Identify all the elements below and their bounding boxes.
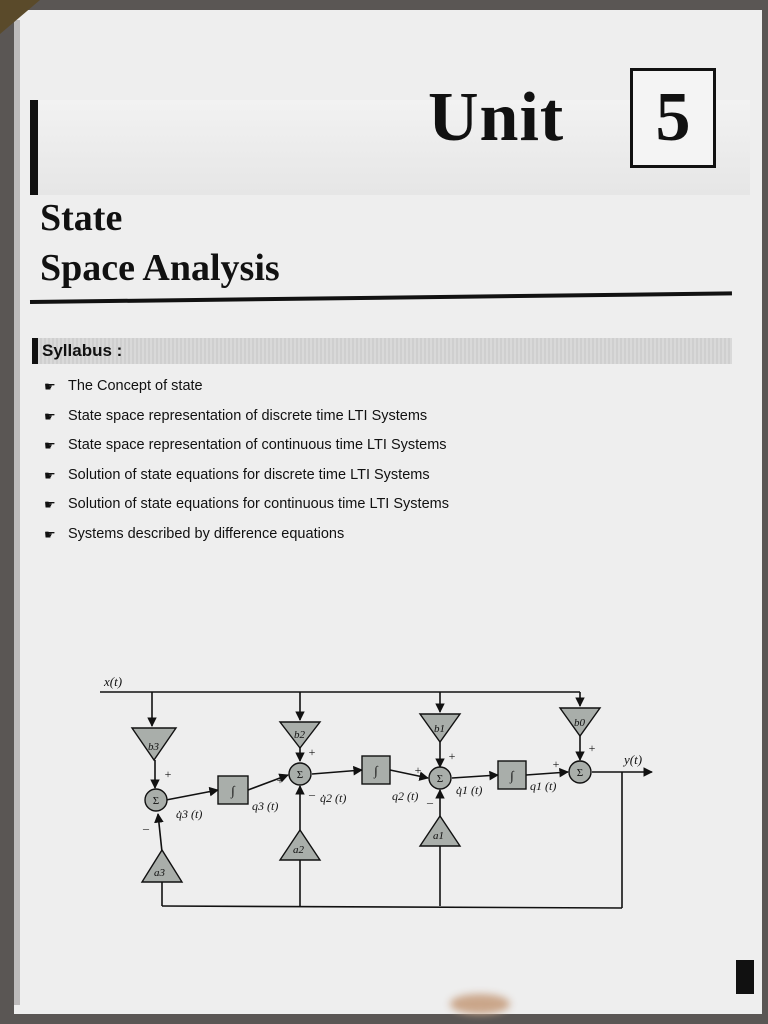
syllabus-tab [32,338,38,364]
list-item [40,372,449,402]
gain-label-b3: b3 [148,741,159,753]
syllabus-item: Systems described by difference equations [68,525,345,542]
pointing-hand-icon: ☛ [44,526,56,542]
pointing-hand-icon: ☛ [44,467,56,483]
gain-label-a2: a2 [293,844,304,856]
book-corner [0,0,40,34]
wire [166,790,218,800]
wire [390,770,428,778]
syllabus-item: State space representation of discrete time LTI Systems [68,407,428,424]
minus-sign: – [309,787,315,801]
unit-label: Unit [428,79,565,156]
plus-sign: + [164,767,172,781]
gain-label-b2: b2 [294,729,305,741]
syllabus-band [32,338,732,364]
wire [158,814,162,852]
pointing-hand-icon: ☛ [44,438,56,453]
list-item [40,461,449,491]
syllabus-list [40,372,449,549]
plus-sign: + [448,749,456,763]
pointing-hand-icon: ☛ [44,379,56,394]
wire [312,770,362,774]
signal-label: q1 (t) [530,779,557,793]
list-item [40,431,449,461]
page-spine [14,20,20,1005]
input-label: x(t) [104,674,123,689]
integrator-symbol: ∫ [231,783,235,798]
wire [526,772,568,775]
chapter-title-line2: Space Analysis [40,247,280,289]
chapter-title-line1: State [40,197,123,239]
block-diagram [100,660,660,920]
syllabus-item: The Concept of state [68,378,203,394]
unit-number: 5 [655,79,691,156]
list-item [40,402,449,432]
plus-sign: + [308,745,316,759]
summer-symbol: Σ [296,769,304,781]
feedback-bus [162,906,622,908]
output-label: y(t) [624,752,643,767]
plus-sign: + [276,773,284,787]
syllabus-item: State space representation of continuous time LTI Systems [68,437,447,453]
list-item [40,520,449,550]
page-edge-mark [736,960,754,994]
plus-sign: + [414,763,422,777]
signal-label: q̇3 (t) [176,807,203,821]
integrator-symbol: ∫ [510,768,514,783]
unit-number-box [630,68,716,168]
wire [452,775,498,778]
finger-shadow [450,994,510,1014]
syllabus-item: Solution of state equations for continuous time LTI Systems [68,496,449,512]
gain-label-a1: a1 [433,830,444,842]
minus-sign: – [427,795,433,809]
pointing-hand-icon: ☛ [44,408,56,424]
gain-label-b1: b1 [434,723,445,735]
summer-symbol: Σ [152,795,160,807]
list-item [40,490,449,520]
gain-label-b0: b0 [574,717,585,729]
signal-label: q̇1 (t) [456,783,483,797]
plus-sign: + [552,757,560,771]
syllabus-item: Solution of state equations for discrete time LTI Systems [68,466,430,483]
integrator-symbol: ∫ [374,763,378,778]
pointing-hand-icon: ☛ [44,497,56,512]
summer-symbol: Σ [576,767,584,779]
signal-label: q̇2 (t) [320,791,347,805]
plus-sign: + [588,741,596,755]
unit-header-bar [30,100,38,195]
syllabus-label: Syllabus : [42,341,123,360]
signal-label: q3 (t) [252,799,279,813]
gain-label-a3: a3 [154,867,165,879]
minus-sign: – [143,821,149,835]
summer-symbol: Σ [436,773,444,785]
signal-label: q2 (t) [392,789,419,803]
